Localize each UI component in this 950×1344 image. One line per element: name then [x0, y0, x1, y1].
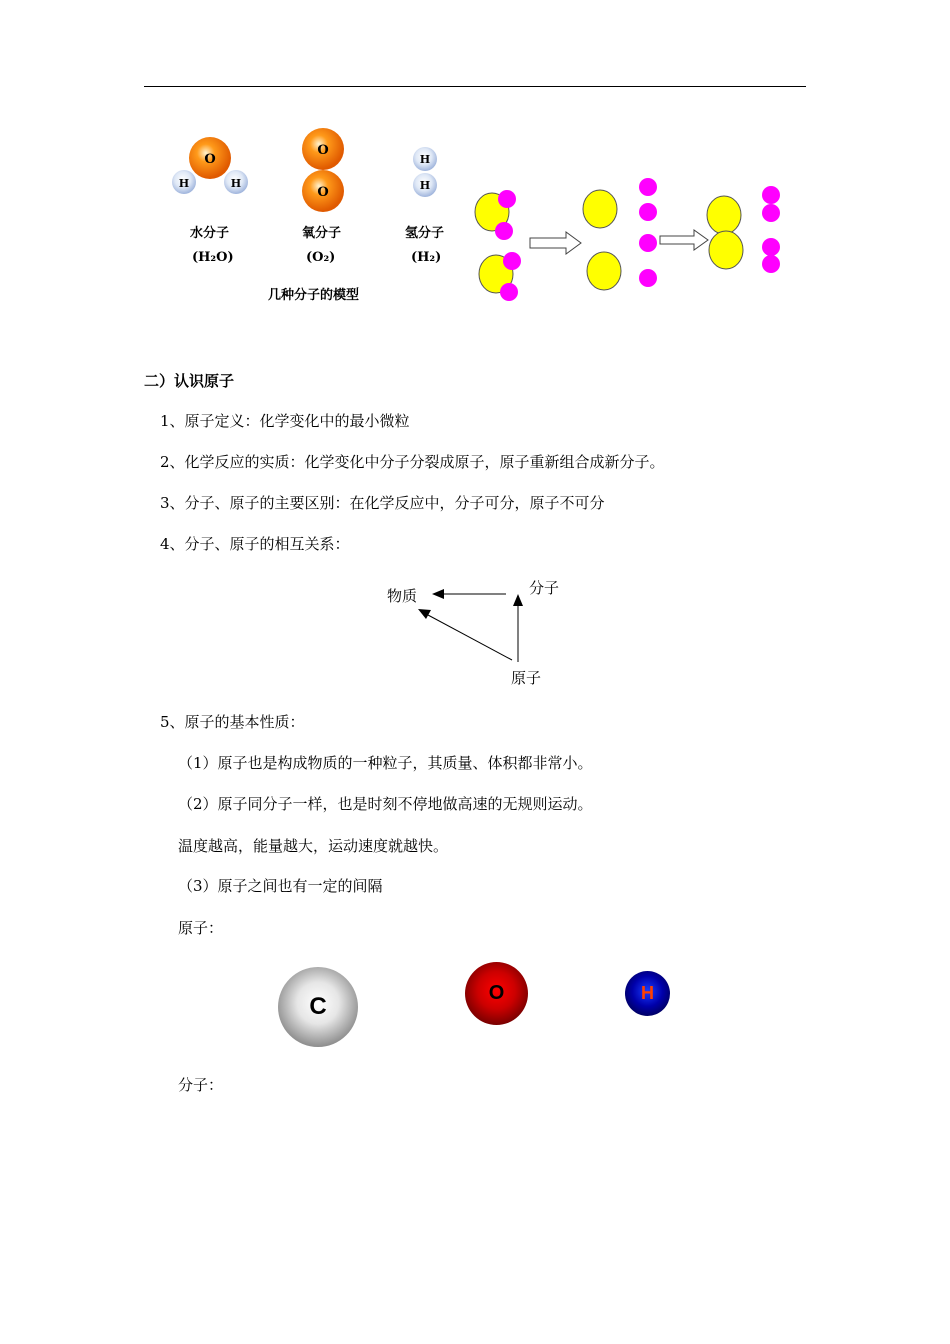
carbon-atom-ball [278, 967, 358, 1047]
diagram-substance-label: 物质 [387, 588, 418, 605]
diagram-atom-label: 原子 [511, 670, 542, 687]
oxygen-o-label-bottom: O [317, 185, 329, 200]
water-molecule-name: 水分子 [190, 226, 230, 241]
reaction-schematic [470, 170, 790, 310]
diagram-molecule-label: 分子 [529, 580, 560, 597]
oxygen-molecule-name: 氧分子 [302, 226, 342, 241]
hydrogen-h-label-bottom: H [419, 179, 431, 192]
header-rule [144, 86, 806, 87]
item-2: 2、化学反应的实质：化学变化中分子分裂成原子，原子重新组合成新分子。 [160, 453, 665, 471]
carbon-symbol: C [309, 993, 327, 1020]
item-5: 5、原子的基本性质： [160, 713, 305, 731]
water-h-label-left: H [178, 177, 190, 190]
figure-caption: 几种分子的模型 [268, 288, 360, 303]
hydrogen-molecule-formula: (H₂) [411, 250, 442, 265]
oxygen-o-label-top: O [317, 143, 329, 158]
hydrogen-symbol: H [641, 983, 654, 1003]
water-o-label: O [204, 152, 216, 167]
hydrogen-h-label-top: H [419, 153, 431, 166]
oxygen-molecule-formula: (O₂) [306, 250, 336, 265]
oxygen-atom-ball [465, 962, 528, 1025]
atoms-label: 原子： [178, 919, 224, 937]
molecule-models-figure [160, 120, 470, 310]
water-h-label-right: H [230, 177, 242, 190]
oxygen-symbol: O [488, 982, 505, 1004]
property-2-continued: 温度越高，能量越大，运动速度就越快。 [178, 837, 449, 855]
hydrogen-atom-ball [625, 971, 670, 1016]
property-1: （1）原子也是构成物质的一种粒子，其质量、体积都非常小。 [178, 754, 593, 772]
molecules-label: 分子： [178, 1076, 224, 1094]
item-3: 3、分子、原子的主要区别：在化学反应中，分子可分，原子不可分 [160, 494, 605, 512]
property-2: （2）原子同分子一样，也是时刻不停地做高速的无规则运动。 [178, 795, 593, 813]
property-3: （3）原子之间也有一定的间隔 [178, 877, 383, 895]
item-4: 4、分子、原子的相互关系： [160, 535, 350, 553]
item-1: 1、原子定义：化学变化中的最小微粒 [160, 412, 410, 430]
section-heading: 二）认识原子 [144, 372, 235, 390]
hydrogen-molecule-name: 氢分子 [405, 226, 445, 241]
water-molecule-formula: (H₂O) [192, 250, 234, 265]
